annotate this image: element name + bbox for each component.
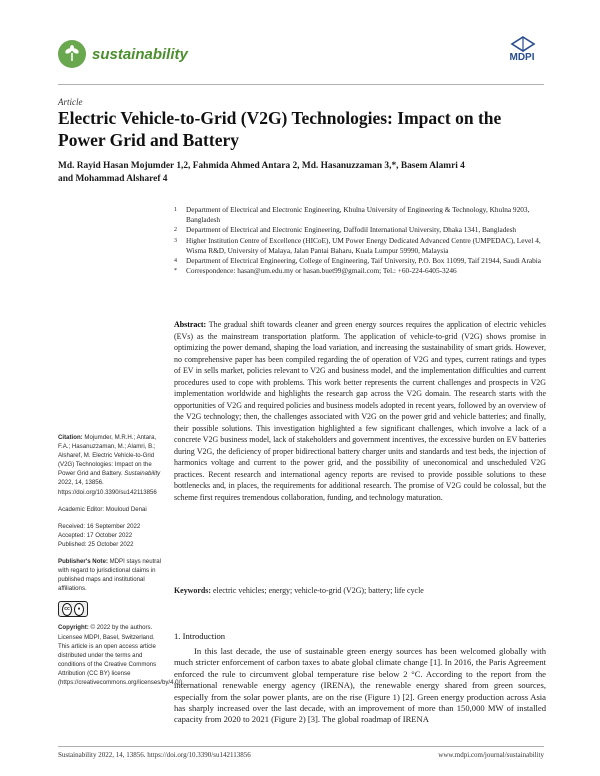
affiliation-number: 4 [174,258,177,265]
copyright-text: © 2022 by the authors. Licensee MDPI, Basel, Switzerland. This article is an open access article distributed under the terms and conditions of the Creative Commons Attribution (CC BY) license (https://creativecommons.org/licenses/by/4.0/). [58,624,184,686]
introduction-paragraph [174,646,546,726]
footer-journal-url[interactable]: www.mdpi.com/journal/sustainability [438,751,544,759]
introduction-text: In this last decade, the use of sustainable green energy sources has been welcomed globally with much stricter enforcement of carbon taxes to abate global climate change [1]. In 2016, the Paris Agreement enforced the rule to circumvent global temperature rise below 2 °C. According to the report from the international renewable energy agency (IRENA), the renewable energy shared from green sources, especially from the solar power plants, are on the rise (Figure 1) [2]. Green energy production across Asia has sharply increased over the last decade, with an improvement of more than 150,000 MW of installed capacity from 2020 to 2021 (Figure 2) [3]. The global roadmap of IRENA [174,646,546,725]
citation-label: Citation: [58,434,83,441]
author-line: and Mohammad Alsharef 4 [58,174,168,184]
editor-block: Academic Editor: Mouloud Denai [58,505,147,513]
affiliation-number: 3 [174,237,177,244]
abstract [174,319,546,503]
by-icon: ● [74,603,84,616]
citation-text: Mojumder, M.R.H.; Antara, F.A.; Hasanuzzaman, M.; Alamri, B.; Alsharef, M. Electric Vehicle-to-Grid (V2G) Technologies: Impact on the Power Grid and Battery. [58,434,157,478]
cc-by-license-icon[interactable] [58,601,88,617]
affiliation-number: 2 [174,227,177,234]
dates-block [58,522,162,549]
affiliation-item [174,266,548,276]
affiliation-item [174,236,548,256]
copyright-block [58,623,184,687]
affiliation-number: * [174,268,177,275]
received-date: Received: 16 September 2022 [58,522,141,530]
keywords [174,586,546,595]
article-title: Electric Vehicle-to-Grid (V2G) Technologies: Impact on the Power Grid and Battery [58,108,502,150]
affiliation-list [174,205,548,276]
correspondence-text: Correspondence: hasan@um.edu.my or hasan.buet99@gmail.com; Tel.: +60-224-6405-3246 [186,266,457,276]
author-line: Md. Rayid Hasan Mojumder 1,2, Fahmida Ahmed Antara 2, Md. Hasanuzzaman 3,*, Basem Alamri 4 [58,161,465,171]
affiliation-number: 1 [174,207,177,213]
citation-journal: Sustainability [124,470,161,478]
copyright-label: Copyright: [58,624,89,632]
publisher-note-label: Publisher's Note: [58,558,108,566]
abstract-text: The gradual shift towards cleaner and green energy sources requires the application of electric vehicles (EVs) as the mainstream transportation platform. The application of vehicle-to-grid (V2G) shows promise in optimizing the power demand, shaping the load variation, and increasing the sustainability of smart grids. However, no comprehensive paper has been compiled regarding the of operation of V2G and types, current ratings and types of EV in sells market, policies relevant to V2G and business model, and the implementation difficulties and current procedures used to cope with problems. This work better represents the current challenges and prospects in V2G implementation worldwide and highlights the research gap across the V2G domain. The research starts with the opportunities of V2G and required policies and business models adopted in recent years, followed by an overview of the V2G technology; then, the challenges associated with V2G on the power grid and vehicle batteries; and finally, their possible solutions. This investigation highlighted a few significant challenges, which involve a lack of a concrete V2G business model, lack of stakeholders and government incentives, the excessive burden on EV batteries during V2G, the deficiency of proper bidirectional battery charger units and standards and test beds, the injection of harmonics voltage and current to the power grid, and the possibility of uneconomical and unscheduled V2G practices. Recent research and international agency reports are revised to provide possible solutions to these bottlenecks and, in places, the requirements for additional research. The promise of V2G could be colossal, but the scheme first requires tremendous collaboration, funding, and technology maturation. [174,320,546,502]
author-list [58,160,548,186]
journal-name: sustainability [92,46,188,63]
publisher-name: MDPI [509,52,535,63]
affiliation-item [174,205,548,225]
affiliation-item [174,256,548,266]
affiliation-text: Department of Electrical Engineering, College of Engineering, Taif University, P.O. Box 11099, Taif 21944, Saudi Arabia [186,256,542,266]
published-date: Published: 25 October 2022 [58,540,134,548]
section-heading: 1. Introduction [174,631,226,641]
keywords-text: electric vehicles; energy; vehicle-to-grid (V2G); battery; life cycle [213,586,424,595]
header-divider [58,84,544,85]
affiliation-text: Department of Electrical and Electronic Engineering, Khulna University of Engineering & Technology, Khulna 9203, Bangladesh [186,205,530,225]
footer-divider [58,746,544,747]
article-type: Article [58,97,83,107]
keywords-label: Keywords: [174,586,212,595]
journal-logo-icon [58,40,86,68]
abstract-label: Abstract: [174,320,207,329]
cc-icon: cc [62,603,72,616]
article-info-sidebar [58,433,184,695]
accepted-date: Accepted: 17 October 2022 [58,531,133,539]
publisher-note-text: MDPI stays neutral with regard to jurisdictional claims in published maps and institutional affiliations. [58,558,162,593]
affiliation-item [174,225,548,235]
affiliation-text: Department of Electrical and Electronic Engineering, Daffodil International University, Dhaka 1341, Bangladesh [186,225,517,235]
citation-doi[interactable]: 2022, 14, 13856. https://doi.org/10.3390/su142113856 [58,479,157,496]
publisher-note [58,557,162,593]
footer-citation[interactable]: Sustainability 2022, 14, 13856. https://doi.org/10.3390/su142113856 [58,751,251,759]
affiliation-text: Higher Institution Centre of Excellence (HICoE), UM Power Energy Dedicated Advanced Centre (UMPEDAC), Level 4, Wisma R&D, University of Malaya, Jalan Pantai Baharu, Kuala Lumpur 59990, Malaysia [186,235,541,255]
citation-block [58,433,162,497]
